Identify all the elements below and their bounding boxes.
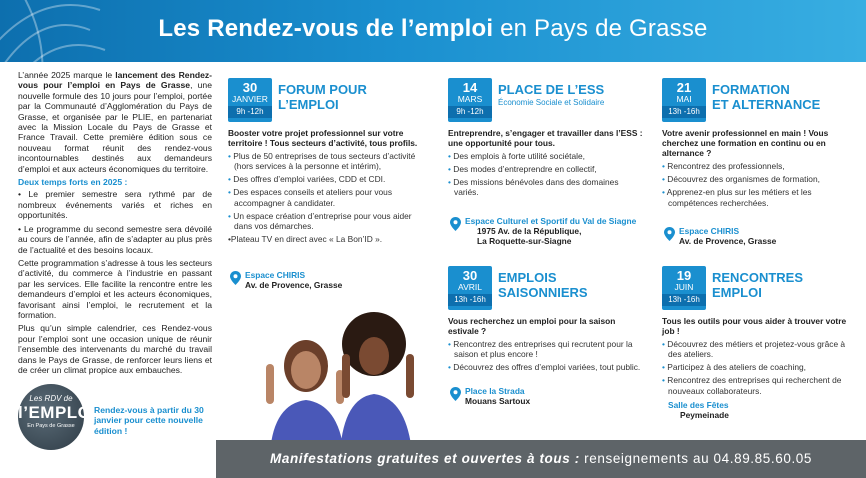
intro-paragraph-3: Plus qu’un simple calendrier, ces Rendez-vous pour l’emploi sont une occasion unique de réunir l’ensemble des intervenants du marché du travail dans le Pays de Grasse, de renforcer leurs liens et de créer un climat propice aux embauches. <box>18 323 212 375</box>
event-location: Espace Culturel et Sportif du Val de Siagne 1975 Av. de la République, La Roquette-sur-Siagne <box>450 216 642 246</box>
event-location: Espace CHIRIS Av. de Provence, Grasse <box>230 270 420 290</box>
event-body: Tous les outils pour vous aider à trouver votre job ! • Découvrez des métiers et projetez-vous grâce à des ateliers. • Participez à des ateliers de coaching, • Rencontrez des entreprises qui recherchent de nouveaux collaborateurs. <box>662 316 858 399</box>
event-body: Votre avenir professionnel en main ! Vous cherchez une formation en continu ou en alternance ? • Rencontrez des professionnels, • Découvrez des organismes de formation, • Apprenez-en plus sur les métiers et les compétences recherchées. <box>662 128 858 211</box>
footer-bold-text: Manifestations gratuites et ouvertes à tous : <box>269 451 580 466</box>
date-badge: 19 JUIN 13h -16h <box>662 266 706 310</box>
event-title: FORUM POUR L’EMPLOI <box>278 82 367 112</box>
event-title: RENCONTRES EMPLOI <box>712 270 804 300</box>
intro-bullet-1: • Le premier semestre sera rythmé par de nombreux événements variés et riches en opportunités. <box>18 189 212 221</box>
location-pin-icon <box>230 271 241 285</box>
intro-column <box>18 70 212 378</box>
location-pin-icon <box>450 217 461 231</box>
intro-bullet-2: • Le programme du second semestre sera dévoilé au cours de l’année, afin de s’adapter au plus près de l’actualité et des besoins locaux. <box>18 223 212 255</box>
location-pin-icon <box>450 387 461 401</box>
rdv-emploi-logo: Les RDV de l’EMPLOI En Pays de Grasse <box>18 384 84 450</box>
event-formation-alternance <box>662 78 858 258</box>
event-location: Place la Strada Mouans Sartoux <box>450 386 640 406</box>
event-body: Vous recherchez un emploi pour la saison estivale ? • Rencontrez des entreprises qui recrutent pour la saison et plus encore ! • Découvrez des offres d’emploi variées, tout public. <box>448 316 644 375</box>
date-badge: 30 JANVIER 9h -12h <box>228 78 272 122</box>
date-badge: 21 MAI 13h -16h <box>662 78 706 122</box>
event-location: Salle des Fêtes Peymeinade <box>668 400 729 420</box>
event-place-ess <box>448 78 644 258</box>
event-location: Espace CHIRIS Av. de Provence, Grasse <box>664 226 854 246</box>
rdv-note: Rendez-vous à partir du 30 janvier pour cette nouvelle édition ! <box>94 405 204 436</box>
footer-info-bar <box>216 440 866 478</box>
event-emplois-saisonniers <box>448 266 644 436</box>
intro-paragraph-1: L’année 2025 marque le lancement des Rendez-vous pour l’emploi en Pays de Grasse, une nouvelle formule des 10 jours pour l’emploi, portée par la Communauté d’Agglomération du Pays de Grasse, et organisée par le PLIE, en partenariat avec la Mission Locale du Pays de Grasse et France Travail. Cette première édition sous ce nouveau format réunit des rendez-vous incontournables destinés aux demandeurs d’emploi et aux acteurs économiques du territoire. <box>18 70 213 174</box>
event-title: FORMATION ET ALTERNANCE <box>712 82 821 112</box>
event-rencontres-emploi <box>662 266 858 436</box>
photo-two-women <box>256 304 428 452</box>
location-pin-icon <box>664 227 675 241</box>
event-body: Entreprendre, s’engager et travailler dans l’ESS : une opportunité pour tous. • Des emplois à forte utilité sociétale, • Des modes d’entreprendre en collectif, • Des missions bénévoles dans des domaines variés. <box>448 128 644 201</box>
event-title: EMPLOIS SAISONNIERS <box>498 270 588 300</box>
intro-subtitle: Deux temps forts en 2025 : <box>18 177 128 188</box>
title-light: en Pays de Grasse <box>500 15 708 42</box>
page-title <box>0 15 866 43</box>
date-badge: 30 AVRIL 13h -16h <box>448 266 492 310</box>
event-subtitle: Économie Sociale et Solidaire <box>498 98 605 107</box>
intro-paragraph-2: Cette programmation s’adresse à tous les secteurs d’activité, du commerce à l’industrie en passant par les services. Elle facilite la rencontre entre les demandeurs d’emploi et les acteurs économiques, favorisant ainsi l’emploi, le recrutement et la formation. <box>18 257 212 320</box>
title-bold: Les Rendez-vous de l’emploi <box>158 15 494 42</box>
event-title: PLACE DE L’ESS <box>498 82 605 97</box>
date-badge: 14 MARS 9h -12h <box>448 78 492 122</box>
footer-phone-text: renseignements au 04.89.85.60.05 <box>584 451 813 466</box>
header-banner <box>0 0 866 62</box>
event-forum <box>228 78 424 298</box>
event-body: Booster votre projet professionnel sur votre territoire ! Tous secteurs d’activité, tous profils. • Plus de 50 entreprises de tous secteurs d’activité (hors services à la personne et intérim), • Des offres d’emploi variées, CDD et CDI. • Des espaces conseils et ateliers pour vous accompagner à candidater. • Un espace création d’entreprise pour vous aider dans vos démarches. •Plateau TV en direct avec « La Bon’ID ». <box>228 128 424 247</box>
